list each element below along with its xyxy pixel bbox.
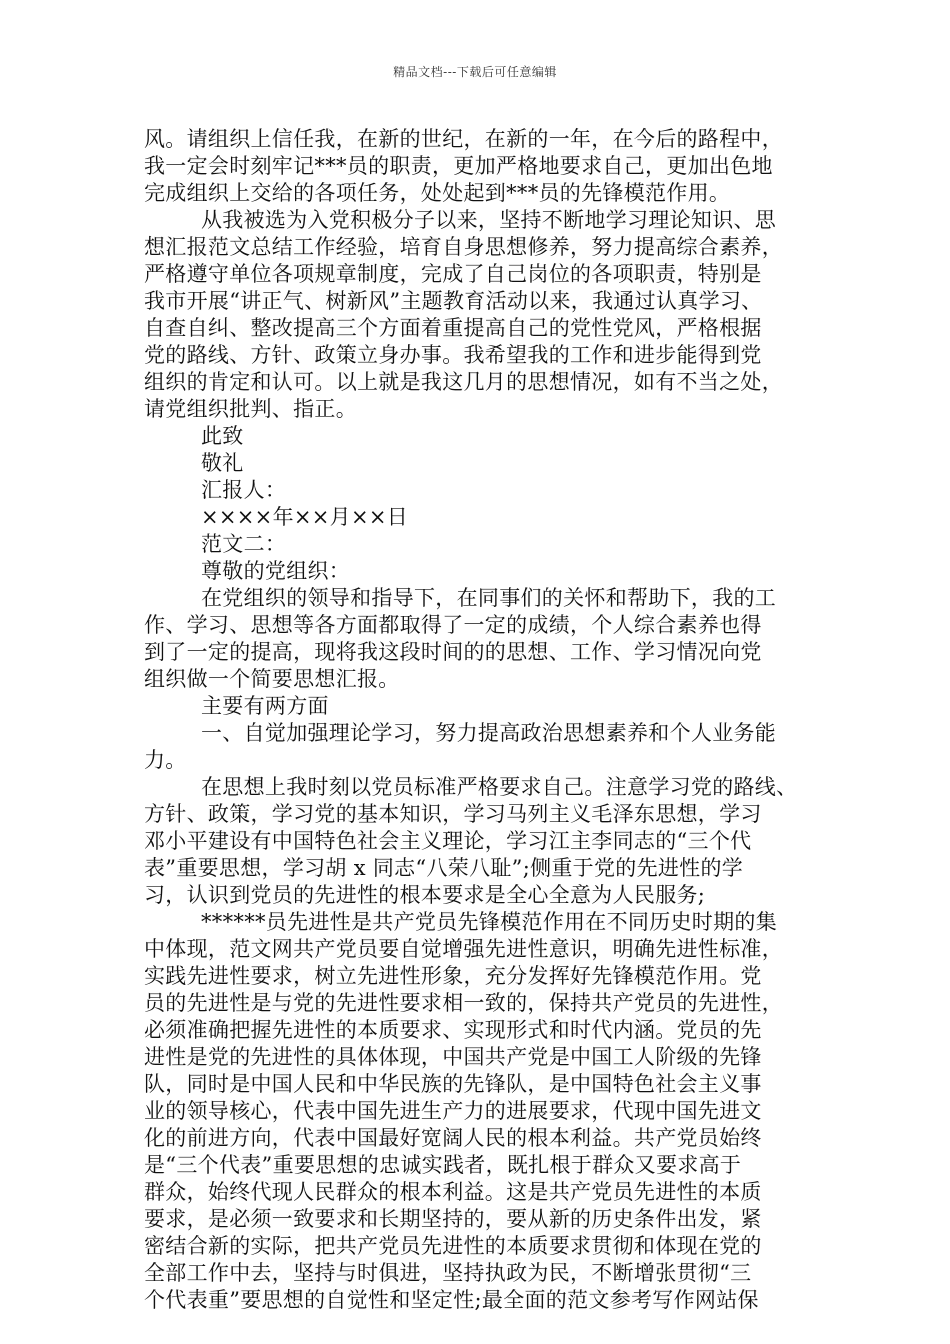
document-line: 组织做一个简要思想汇报。 [144,667,400,691]
document-line: 风。请组织上信任我，在新的世纪，在新的一年，在今后的路程中， [144,127,783,151]
document-line: 敬礼 [201,451,244,475]
document-line: 严格遵守单位各项规章制度，完成了自己岗位的各项职责，特别是 [144,262,762,286]
document-line: 邓小平建设有中国特色社会主义理论，学习江主李同志的“三个代 [144,829,752,853]
document-line: 是“三个代表”重要思想的忠诚实践者，既扎根于群众又要求高于 [144,1153,742,1177]
document-line: 业的领导核心，代表中国先进生产力的进展要求，代现中国先进文 [144,1099,762,1123]
document-line: 主要有两方面 [201,694,329,718]
document-line: 一、自觉加强理论学习，努力提高政治思想素养和个人业务能 [201,721,777,745]
document-line: 要求，是必须一致要求和长期坚持的，要从新的历史条件出发，紧 [144,1207,762,1231]
document-line: 方针、政策，学习党的基本知识，学习马列主义毛泽东思想，学习 [144,802,762,826]
document-line: 自查自纠、整改提高三个方面着重提高自己的党性党风，严格根据 [144,316,762,340]
document-line: 中体现，范文网共产党员要自觉增强先进性意识，明确先进性标准， [144,937,783,961]
document-line: 进性是党的先进性的具体体现，中国共产党是中国工人阶级的先锋 [144,1045,762,1069]
document-line: 群众，始终代现人民群众的根本利益。这是共产党员先进性的本质 [144,1180,762,1204]
document-line: 习，认识到党员的先进性的根本要求是全心全意为人民服务; [144,883,706,907]
document-line: 力。 [144,748,187,772]
document-line: 化的前进方向，代表中国最好宽阔人民的根本利益。共产党员始终 [144,1126,762,1150]
page-header-watermark: 精品文档---下载后可任意编辑 [393,65,557,79]
document-body [144,126,814,1314]
document-line: ******员先进性是共产党员先锋模范作用在不同历史时期的集 [201,910,777,934]
document-line: 到了一定的提高，现将我这段时间的的思想、工作、学习情况向党 [144,640,762,664]
document-line: 在思想上我时刻以党员标准严格要求自己。注意学习党的路线、 [201,775,798,799]
document-line: 全部工作中去，坚持与时俱进，坚持执政为民，不断增张贯彻“三 [144,1261,752,1285]
document-line: 请党组织批判、指正。 [144,397,357,421]
document-line: 汇报人： [201,478,287,502]
document-line: 我一定会时刻牢记***员的职责，更加严格地要求自己，更加出色地 [144,154,773,178]
document-line: 此致 [201,424,244,448]
document-line: 从我被选为入党积极分子以来，坚持不断地学习理论知识、思 [201,208,777,232]
document-line: 队，同时是中国人民和中华民族的先锋队，是中国特色社会主义事 [144,1072,762,1096]
document-line: 在党组织的领导和指导下，在同事们的关怀和帮助下，我的工 [201,586,777,610]
document-line: 我市开展“讲正气、树新风”主题教育活动以来，我通过认真学习、 [144,289,763,313]
document-line: 必须准确把握先进性的本质要求、实现形式和时代内涵。党员的先 [144,1018,762,1042]
document-line: 完成组织上交给的各项任务，处处起到***员的先锋模范作用。 [144,181,731,205]
document-line: 个代表重”要思想的自觉性和坚定性;最全面的范文参考写作网站保 [144,1288,759,1312]
document-line: 想汇报范文总结工作经验，培育自身思想修养，努力提高综合素养， [144,235,783,259]
document-line: 组织的肯定和认可。以上就是我这几月的思想情况，如有不当之处， [144,370,783,394]
document-line: 范文二： [201,532,287,556]
document-line: 党的路线、方针、政策立身办事。我希望我的工作和进步能得到党 [144,343,762,367]
document-line: 员的先进性是与党的先进性要求相一致的，保持共产党员的先进性， [144,991,783,1015]
document-line: 表”重要思想，学习胡 x 同志“八荣八耻”;侧重于党的先进性的学 [144,856,744,880]
document-line: 尊敬的党组织： [201,559,351,583]
document-line: 密结合新的实际，把共产党员先进性的本质要求贯彻和体现在党的 [144,1234,762,1258]
document-line: 作、学习、思想等各方面都取得了一定的成绩，个人综合素养也得 [144,613,762,637]
document-line: 实践先进性要求，树立先进性形象，充分发挥好先锋模范作用。党 [144,964,762,988]
document-line: ××××年××月××日 [201,505,409,529]
